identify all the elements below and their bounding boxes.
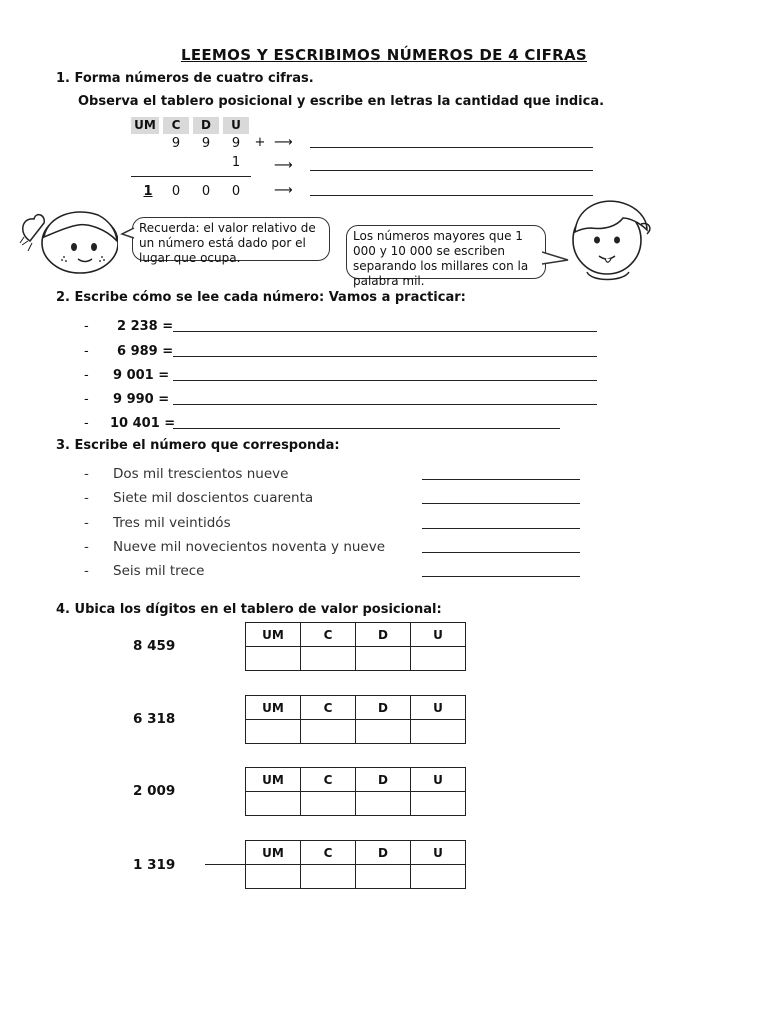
pv-header-u: U [223, 117, 249, 134]
pv-header-um: UM [246, 841, 301, 865]
pv-cell[interactable] [411, 720, 466, 744]
q3-dash: - [84, 466, 89, 482]
result-um: 1 [143, 184, 153, 199]
pv-cell[interactable] [356, 647, 411, 671]
answer-line[interactable] [422, 576, 580, 577]
pv-header-d: D [193, 117, 219, 134]
result-c: 0 [171, 184, 181, 199]
answer-line[interactable] [422, 552, 580, 553]
q4-number-3: 2 009 [133, 783, 176, 799]
pv-cell[interactable] [301, 792, 356, 816]
pv-header-um: UM [131, 117, 159, 134]
row2-u: 1 [231, 155, 241, 170]
pv-header-u: U [411, 623, 466, 647]
q3-item-2: Siete mil doscientos cuarenta [113, 490, 314, 506]
boy-face-icon [565, 196, 657, 286]
q4-heading: 4. Ubica los dígitos en el tablero de valor posicional: [56, 602, 442, 617]
pv-header-u: U [411, 841, 466, 865]
arrow-icon: ⟶ [274, 158, 293, 173]
answer-line[interactable] [310, 170, 593, 171]
answer-line[interactable] [173, 331, 597, 332]
arrow-icon: ⟶ [274, 135, 293, 150]
q2-dash: - [84, 368, 89, 383]
pv-header-d: D [356, 696, 411, 720]
result-u: 0 [231, 184, 241, 199]
pv-cell[interactable] [411, 865, 466, 889]
pv-header-um: UM [246, 623, 301, 647]
pv-header-um: UM [246, 696, 301, 720]
q2-dash: - [84, 392, 89, 407]
left-bubble-text: Recuerda: el valor relativo de un número está dado por el lugar que ocupa. [139, 221, 316, 265]
pv-header-c: C [301, 623, 356, 647]
q2-item-3: 9 001 = [113, 368, 170, 383]
pv-cell[interactable] [411, 647, 466, 671]
q1-heading: 1. Forma números de cuatro cifras. [56, 71, 314, 86]
q3-item-1: Dos mil trescientos nueve [113, 466, 289, 482]
answer-line[interactable] [422, 479, 580, 480]
q3-dash: - [84, 490, 89, 506]
place-value-table [245, 767, 466, 816]
place-value-table [245, 622, 466, 671]
pv-cell[interactable] [246, 792, 301, 816]
pv-header-c: C [301, 768, 356, 792]
pv-header-u: U [411, 768, 466, 792]
pv-cell[interactable] [356, 792, 411, 816]
q2-dash: - [84, 416, 89, 431]
right-bubble-text: Los números mayores que 1 000 y 10 000 se escriben separando los millares con la palabra mil. [353, 229, 529, 288]
q3-dash: - [84, 515, 89, 531]
pv-cell[interactable] [356, 720, 411, 744]
pv-header-d: D [356, 768, 411, 792]
q4-number-2: 6 318 [133, 711, 176, 727]
answer-line[interactable] [173, 356, 597, 357]
answer-line[interactable] [310, 147, 593, 148]
pv-cell[interactable] [356, 865, 411, 889]
right-speech-bubble [346, 225, 546, 288]
plus-sign: + [254, 135, 266, 150]
pv-header-u: U [411, 696, 466, 720]
pv-header-d: D [356, 623, 411, 647]
q3-item-4: Nueve mil novecientos noventa y nueve [113, 539, 386, 555]
pv-cell[interactable] [246, 647, 301, 671]
pv-header-c: C [301, 696, 356, 720]
pv-cell[interactable] [246, 865, 301, 889]
q2-dash: - [84, 319, 89, 334]
q2-item-2: 6 989 = [117, 344, 174, 359]
answer-line[interactable] [310, 195, 593, 196]
pv-header-c: C [301, 841, 356, 865]
pv-header-c: C [163, 117, 189, 134]
row1-c: 9 [171, 136, 181, 151]
answer-line[interactable] [422, 528, 580, 529]
q3-dash: - [84, 563, 89, 579]
q4-number-1: 8 459 [133, 638, 176, 654]
place-value-table [245, 695, 466, 744]
pv-header-um: UM [246, 768, 301, 792]
pv-header-d: D [356, 841, 411, 865]
row1-d: 9 [201, 136, 211, 151]
answer-line[interactable] [173, 404, 597, 405]
q2-item-1: 2 238 = [117, 319, 174, 334]
q4-number-4: 1 319 [133, 857, 176, 873]
place-value-table [245, 840, 466, 889]
q2-item-5: 10 401 = [110, 416, 176, 431]
row1-u: 9 [231, 136, 241, 151]
answer-line[interactable] [173, 428, 560, 429]
bubble-tail-icon [120, 226, 136, 242]
q3-item-3: Tres mil veintidós [113, 515, 231, 531]
q3-dash: - [84, 539, 89, 555]
q2-dash: - [84, 344, 89, 359]
result-d: 0 [201, 184, 211, 199]
page-title: LEEMOS Y ESCRIBIMOS NÚMEROS DE 4 CIFRAS [180, 46, 588, 64]
q2-heading: 2. Escribe cómo se lee cada número: Vamos a practicar: [56, 290, 466, 305]
pv-cell[interactable] [301, 865, 356, 889]
arrow-icon: ⟶ [274, 183, 293, 198]
q2-item-4: 9 990 = [113, 392, 170, 407]
pv-cell[interactable] [411, 792, 466, 816]
left-speech-bubble [132, 217, 330, 265]
answer-line[interactable] [422, 503, 580, 504]
answer-line[interactable] [173, 380, 597, 381]
pv-cell[interactable] [301, 720, 356, 744]
pv-cell[interactable] [301, 647, 356, 671]
connector-line [205, 864, 245, 865]
sum-line [131, 176, 251, 177]
pv-cell[interactable] [246, 720, 301, 744]
q3-heading: 3. Escribe el número que corresponda: [56, 438, 340, 453]
q3-item-5: Seis mil trece [113, 563, 205, 579]
girl-face-icon [18, 203, 118, 275]
q1-subheading: Observa el tablero posicional y escribe en letras la cantidad que indica. [78, 94, 605, 109]
